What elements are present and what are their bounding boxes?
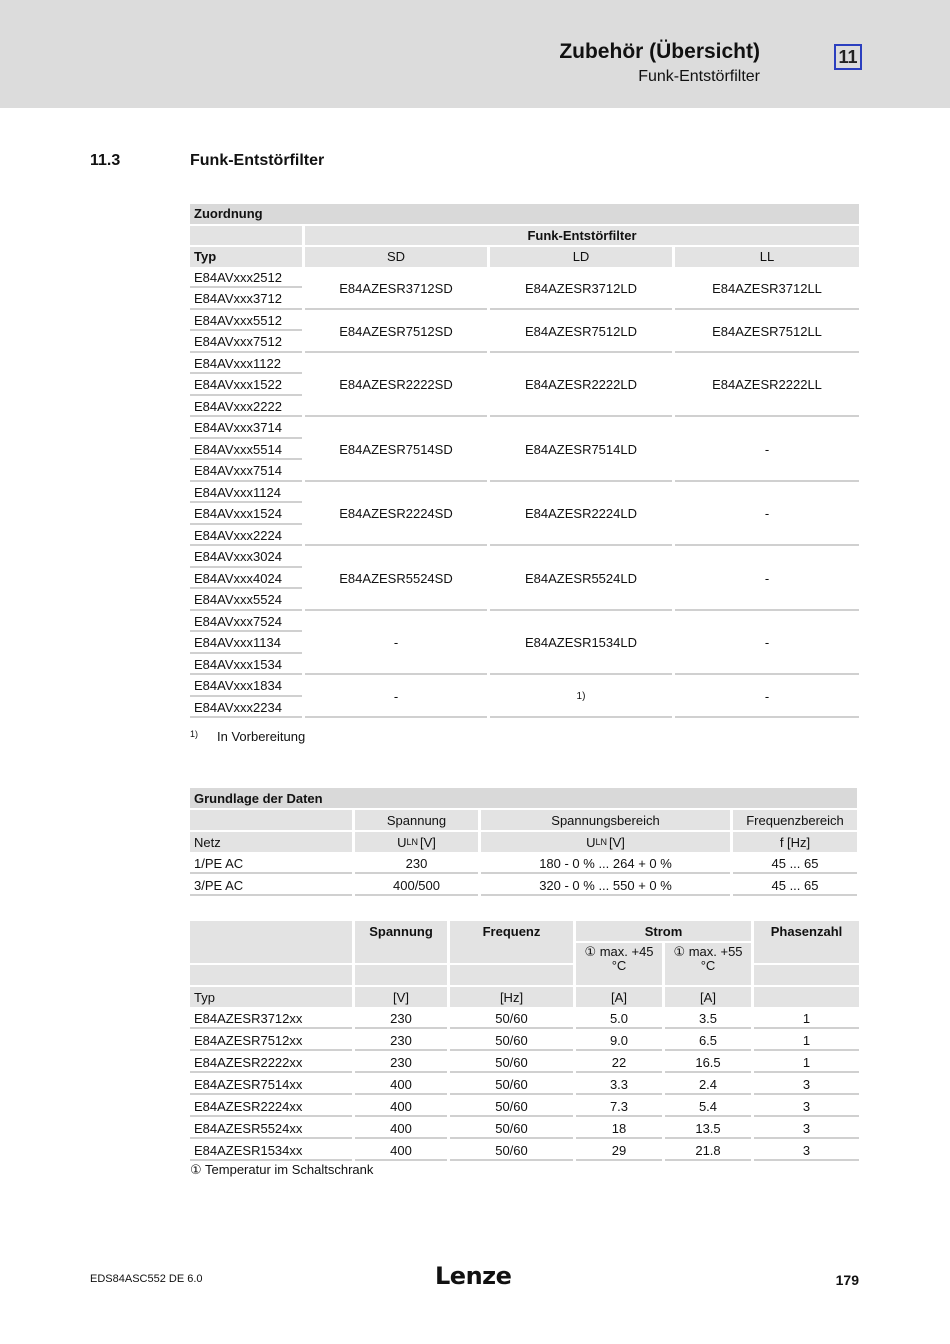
column-header-sd: SD: [305, 247, 487, 267]
column-header-frequenz: Frequenz: [450, 921, 573, 963]
unit-header: Typ: [190, 987, 352, 1007]
lenze-logo: Lenze: [435, 1262, 512, 1290]
data-cell: 45 ... 65: [733, 854, 857, 874]
symbol-subscript: LN: [406, 837, 418, 847]
voltage-unit-header: [481, 832, 730, 852]
data-cell: 3: [754, 1119, 859, 1139]
data-cell: 3: [754, 1141, 859, 1161]
type-cell: E84AVxxx1534: [190, 656, 302, 676]
netz-cell: 1/PE AC: [190, 854, 352, 874]
type-cell: E84AZESR1534xx: [190, 1141, 352, 1161]
chapter-number[interactable]: 11: [834, 44, 862, 70]
unit: [V]: [420, 834, 436, 850]
filter-ratings-table: [190, 921, 861, 1161]
filter-ld-cell: 1): [490, 677, 672, 718]
filter-sd-cell: E84AZESR5524SD: [305, 548, 487, 611]
filter-ld-cell: E84AZESR2222LD: [490, 355, 672, 418]
unit: [V]: [609, 834, 625, 850]
type-cell: E84AVxxx2512: [190, 269, 302, 289]
type-cell: E84AVxxx3712: [190, 290, 302, 310]
filter-ll-cell: E84AZESR2222LL: [675, 355, 859, 418]
type-cell: E84AVxxx7514: [190, 462, 302, 482]
data-cell: 230: [355, 854, 478, 874]
filter-ld-cell: E84AZESR2224LD: [490, 484, 672, 547]
type-cell: E84AVxxx1122: [190, 355, 302, 375]
filter-sd-cell: E84AZESR7514SD: [305, 419, 487, 482]
filter-ll-cell: -: [675, 677, 859, 718]
data-cell: 50/60: [450, 1119, 573, 1139]
data-cell: 400: [355, 1119, 447, 1139]
header-blank: [754, 965, 859, 985]
data-basis-table: [190, 788, 861, 896]
header-blank: [190, 226, 302, 246]
header-blank: [355, 965, 447, 985]
filter-sd-cell: E84AZESR3712SD: [305, 269, 487, 310]
data-cell: 45 ... 65: [733, 876, 857, 896]
column-header-strom: Strom: [576, 921, 751, 941]
type-cell: E84AVxxx1522: [190, 376, 302, 396]
type-cell: E84AZESR7514xx: [190, 1075, 352, 1095]
filter-ll-cell: E84AZESR7512LL: [675, 312, 859, 353]
data-cell: 5.0: [576, 1009, 662, 1029]
data-cell: 400: [355, 1141, 447, 1161]
footnote-in-preparation: [190, 729, 306, 745]
data-cell: 50/60: [450, 1097, 573, 1117]
symbol-u: U: [397, 834, 407, 850]
filter-sd-cell: -: [305, 613, 487, 676]
header-blank: [190, 810, 352, 830]
type-cell: E84AVxxx5514: [190, 441, 302, 461]
data-cell: 18: [576, 1119, 662, 1139]
filter-ld-cell: E84AZESR7512LD: [490, 312, 672, 353]
header-subtitle: Funk-Entstörfilter: [638, 68, 760, 85]
group-header: Funk-Entstörfilter: [305, 226, 859, 246]
filter-sd-cell: E84AZESR2222SD: [305, 355, 487, 418]
type-cell: E84AZESR5524xx: [190, 1119, 352, 1139]
column-header: Spannungsbereich: [481, 810, 730, 830]
type-cell: E84AVxxx1134: [190, 634, 302, 654]
unit-header: [A]: [576, 987, 662, 1007]
footnote-mark: 1): [190, 729, 199, 739]
data-cell: 400: [355, 1075, 447, 1095]
data-cell: 2.4: [665, 1075, 751, 1095]
type-cell: E84AVxxx1524: [190, 505, 302, 525]
data-cell: 3: [754, 1097, 859, 1117]
data-cell: 1: [754, 1031, 859, 1051]
filter-ld-cell: E84AZESR3712LD: [490, 269, 672, 310]
data-cell: 180 - 0 % ... 264 + 0 %: [481, 854, 730, 874]
data-cell: 400: [355, 1097, 447, 1117]
symbol-u: U: [586, 834, 596, 850]
data-cell: 50/60: [450, 1053, 573, 1073]
column-header-ll: LL: [675, 247, 859, 267]
data-cell: 50/60: [450, 1031, 573, 1051]
column-header-type: Typ: [190, 247, 302, 267]
subheader-max-45: ① max. +45 °C: [576, 943, 662, 985]
frequency-unit-header: f [Hz]: [733, 832, 857, 852]
data-cell: 50/60: [450, 1075, 573, 1095]
data-cell: 3: [754, 1075, 859, 1095]
data-cell: 1: [754, 1053, 859, 1073]
unit-header: [Hz]: [450, 987, 573, 1007]
data-cell: 1: [754, 1009, 859, 1029]
netz-cell: 3/PE AC: [190, 876, 352, 896]
filter-ld-cell: E84AZESR1534LD: [490, 613, 672, 676]
document-code: EDS84ASC552 DE 6.0: [90, 1273, 203, 1285]
data-cell: 320 - 0 % ... 550 + 0 %: [481, 876, 730, 896]
temperature-footnote: ① Temperatur im Schaltschrank: [190, 1162, 374, 1177]
symbol-subscript: LN: [595, 837, 607, 847]
filter-ld-cell: E84AZESR7514LD: [490, 419, 672, 482]
header-blank: [450, 965, 573, 985]
data-cell: 50/60: [450, 1141, 573, 1161]
header-blank: [190, 921, 352, 963]
type-cell: E84AVxxx1124: [190, 484, 302, 504]
filter-ll-cell: -: [675, 613, 859, 676]
column-header: Spannung: [355, 810, 478, 830]
column-header-ld: LD: [490, 247, 672, 267]
data-cell: 13.5: [665, 1119, 751, 1139]
type-cell: E84AVxxx1834: [190, 677, 302, 697]
data-cell: 21.8: [665, 1141, 751, 1161]
data-cell: 230: [355, 1009, 447, 1029]
data-cell: 6.5: [665, 1031, 751, 1051]
data-cell: 7.3: [576, 1097, 662, 1117]
page-header: [0, 0, 950, 108]
table-section-header: Grundlage der Daten: [190, 788, 857, 808]
type-cell: E84AVxxx2234: [190, 699, 302, 719]
column-header-spannung: Spannung: [355, 921, 447, 963]
filter-sd-cell: E84AZESR7512SD: [305, 312, 487, 353]
table-section-header: Zuordnung: [190, 204, 859, 224]
data-cell: 9.0: [576, 1031, 662, 1051]
type-cell: E84AVxxx3024: [190, 548, 302, 568]
filter-sd-cell: E84AZESR2224SD: [305, 484, 487, 547]
data-cell: 3.3: [576, 1075, 662, 1095]
data-cell: 5.4: [665, 1097, 751, 1117]
filter-ll-cell: -: [675, 484, 859, 547]
data-cell: 50/60: [450, 1009, 573, 1029]
type-cell: E84AVxxx2222: [190, 398, 302, 418]
column-header-phasenzahl: Phasenzahl: [754, 921, 859, 963]
voltage-unit-header: [355, 832, 478, 852]
data-cell: 29: [576, 1141, 662, 1161]
filter-ll-cell: -: [675, 419, 859, 482]
data-cell: 16.5: [665, 1053, 751, 1073]
section-number: 11.3: [90, 152, 121, 169]
type-cell: E84AVxxx4024: [190, 570, 302, 590]
column-header-netz: Netz: [190, 832, 352, 852]
type-cell: E84AVxxx5524: [190, 591, 302, 611]
data-cell: 400/500: [355, 876, 478, 896]
type-cell: E84AZESR2224xx: [190, 1097, 352, 1117]
data-cell: 230: [355, 1053, 447, 1073]
column-header: Frequenzbereich: [733, 810, 857, 830]
type-cell: E84AVxxx2224: [190, 527, 302, 547]
type-cell: E84AVxxx5512: [190, 312, 302, 332]
header-blank: [190, 965, 352, 985]
header-title: Zubehör (Übersicht): [559, 40, 760, 63]
unit-header: [A]: [665, 987, 751, 1007]
unit-header: [V]: [355, 987, 447, 1007]
data-cell: 230: [355, 1031, 447, 1051]
footnote-text: In Vorbereitung: [217, 729, 306, 744]
assignment-table: [190, 204, 861, 718]
type-cell: E84AZESR7512xx: [190, 1031, 352, 1051]
type-cell: E84AVxxx3714: [190, 419, 302, 439]
data-cell: 3.5: [665, 1009, 751, 1029]
subheader-max-55: ① max. +55 °C: [665, 943, 751, 985]
type-cell: E84AZESR2222xx: [190, 1053, 352, 1073]
type-cell: E84AVxxx7512: [190, 333, 302, 353]
filter-sd-cell: -: [305, 677, 487, 718]
unit-header: [754, 987, 859, 1007]
section-title: Funk-Entstörfilter: [190, 152, 325, 169]
page-number: 179: [835, 1272, 859, 1288]
type-cell: E84AVxxx7524: [190, 613, 302, 633]
filter-ll-cell: -: [675, 548, 859, 611]
filter-ll-cell: E84AZESR3712LL: [675, 269, 859, 310]
data-cell: 22: [576, 1053, 662, 1073]
filter-ld-cell: E84AZESR5524LD: [490, 548, 672, 611]
type-cell: E84AZESR3712xx: [190, 1009, 352, 1029]
